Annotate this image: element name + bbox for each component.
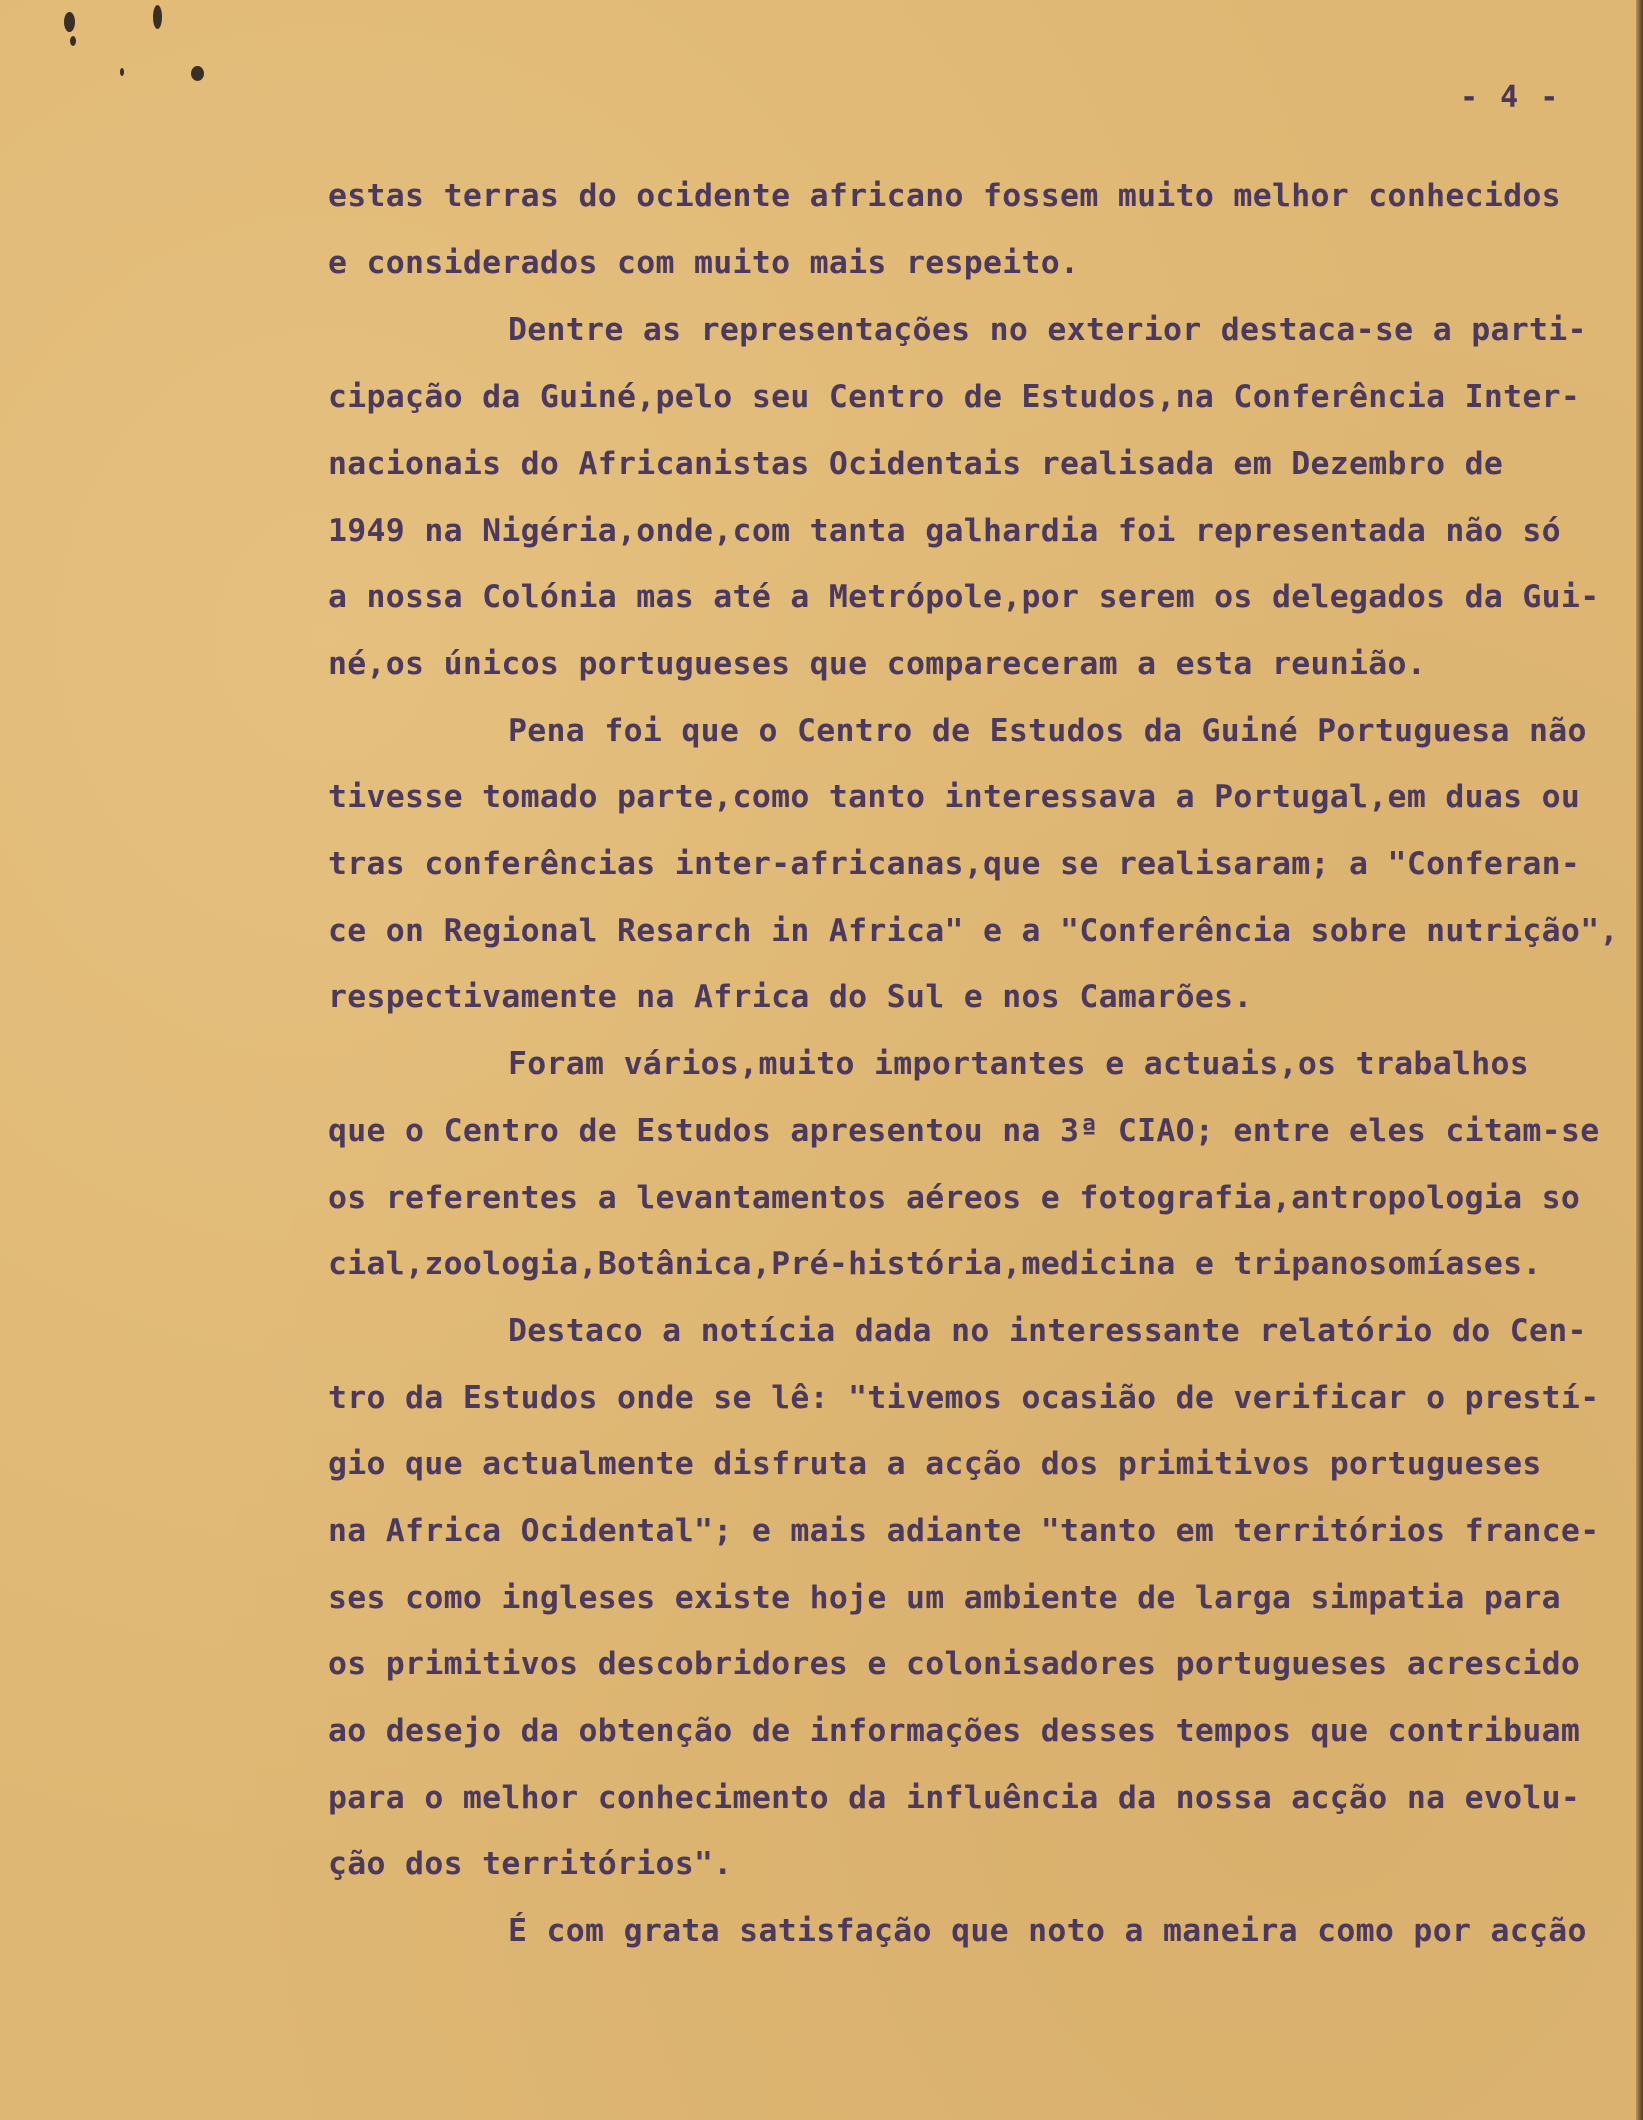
text-line: os referentes a levantamentos aéreos e fotografia,antropologia so [328, 1180, 1581, 1216]
text-line: que o Centro de Estudos apresentou na 3ª CIAO; entre eles citam-se [328, 1113, 1600, 1149]
text-line: ao desejo da obtenção de informações desses tempos que contribuam [328, 1713, 1581, 1749]
paragraph-first-line: É com grata satisfação que noto a maneira como por acção [508, 1913, 1587, 1949]
text-line: né,os únicos portugueses que compareceram a esta reunião. [328, 646, 1427, 682]
ink-stain-mark [70, 36, 76, 46]
text-line: estas terras do ocidente africano fossem muito melhor conhecidos [328, 178, 1561, 214]
text-line: cial,zoologia,Botânica,Pré-história,medicina e tripanosomíases. [328, 1246, 1542, 1282]
text-line: nacionais do Africanistas Ocidentais realisada em Dezembro de [328, 446, 1504, 482]
text-line: para o melhor conhecimento da influência da nossa acção na evolu- [328, 1780, 1581, 1816]
text-line: os primitivos descobridores e colonisadores portugueses acrescido [328, 1646, 1581, 1682]
text-line: tras conferências inter-africanas,que se realisaram; a "Conferan- [328, 846, 1581, 882]
text-line: cipação da Guiné,pelo seu Centro de Estudos,na Conferência Inter- [328, 379, 1581, 415]
text-line: e considerados com muito mais respeito. [328, 245, 1080, 281]
paragraph-first-line: Pena foi que o Centro de Estudos da Guiné Portuguesa não [508, 713, 1587, 749]
text-line: respectivamente na Africa do Sul e nos Camarões. [328, 979, 1253, 1015]
text-line: 1949 na Nigéria,onde,com tanta galhardia foi representada não só [328, 513, 1561, 549]
page-edge-shadow [1636, 0, 1643, 2120]
text-line: tro da Estudos onde se lê: "tivemos ocasião de verificar o prestí- [328, 1380, 1600, 1416]
page-number: - 4 - [1460, 80, 1561, 115]
paragraph-first-line: Destaco a notícia dada no interessante relatório do Cen- [508, 1313, 1587, 1349]
text-line: gio que actualmente disfruta a acção dos primitivos portugueses [328, 1446, 1542, 1482]
ink-stain-mark [120, 68, 124, 76]
text-line: na Africa Ocidental"; e mais adiante "tanto em territórios france- [328, 1513, 1600, 1549]
text-line: ce on Regional Resarch in Africa" e a "Conferência sobre nutrição", [328, 913, 1619, 949]
ink-stain-mark [153, 5, 162, 29]
text-line: tivesse tomado parte,como tanto interessava a Portugal,em duas ou [328, 779, 1581, 815]
ink-stain-mark [191, 66, 204, 81]
ink-stain-mark [64, 12, 75, 32]
paragraph-first-line: Foram vários,muito importantes e actuais,os trabalhos [508, 1046, 1530, 1082]
paragraph-first-line: Dentre as representações no exterior destaca-se a parti- [508, 312, 1587, 348]
text-line: a nossa Colónia mas até a Metrópole,por serem os delegados da Gui- [328, 579, 1600, 615]
text-line: ses como ingleses existe hoje um ambiente de larga simpatia para [328, 1580, 1561, 1616]
text-line: ção dos territórios". [328, 1846, 733, 1882]
